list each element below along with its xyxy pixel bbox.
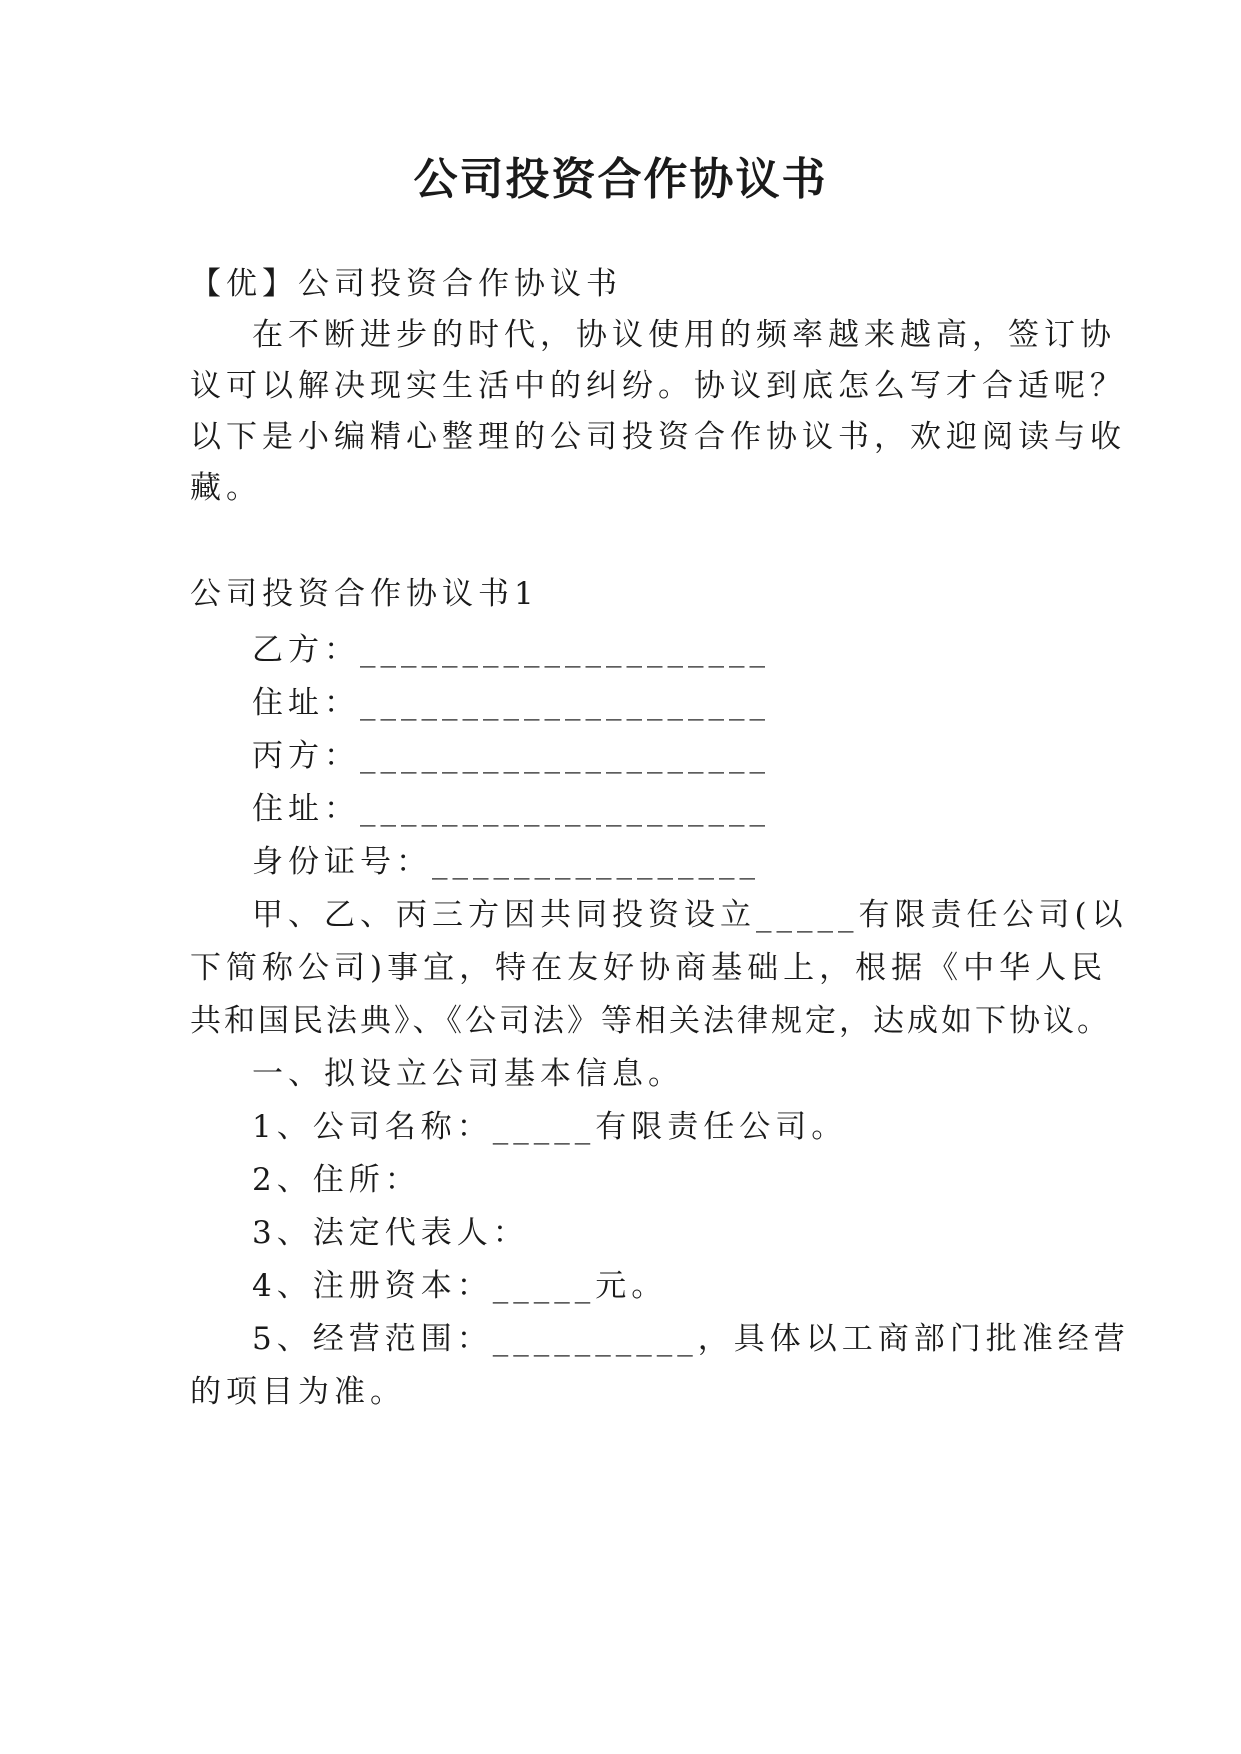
list-item: 5、经营范围：__________，具体以工商部门批准经营 — [252, 1321, 1130, 1357]
agreement-line: 共和国民法典》、《公司法》等相关法律规定，达成如下协议。 — [190, 1003, 1111, 1039]
party-field: 乙方：____________________ — [252, 632, 770, 668]
party-field: 住址：____________________ — [252, 791, 770, 827]
party-field: 身份证号：________________ — [252, 844, 760, 880]
list-item: 1、公司名称：_____有限责任公司。 — [252, 1109, 848, 1145]
section-heading: 公司投资合作协议书1 — [190, 576, 539, 612]
article-heading: 一、拟设立公司基本信息。 — [252, 1056, 684, 1092]
agreement-line: 甲、乙、丙三方因共同投资设立_____有限责任公司(以 — [252, 897, 1128, 933]
intro-line: 以下是小编精心整理的公司投资合作协议书，欢迎阅读与收 — [190, 419, 1126, 455]
intro-line: 藏。 — [190, 470, 262, 506]
list-item: 4、注册资本：_____元。 — [252, 1268, 668, 1304]
intro-line: 议可以解决现实生活中的纠纷。协议到底怎么写才合适呢？ — [190, 368, 1126, 404]
intro-line: 在不断进步的时代，协议使用的频率越来越高，签订协 — [252, 317, 1116, 353]
list-item: 3、法定代表人： — [252, 1215, 529, 1251]
list-item: 2、住所： — [252, 1162, 421, 1198]
party-field: 住址：____________________ — [252, 685, 770, 721]
party-field: 丙方：____________________ — [252, 738, 770, 774]
document-title: 公司投资合作协议书 — [413, 154, 828, 205]
document-subtitle: 【优】公司投资合作协议书 — [190, 266, 622, 302]
agreement-line: 下简称公司)事宜，特在友好协商基础上，根据《中华人民 — [190, 950, 1108, 986]
list-item-continuation: 的项目为准。 — [190, 1374, 406, 1410]
